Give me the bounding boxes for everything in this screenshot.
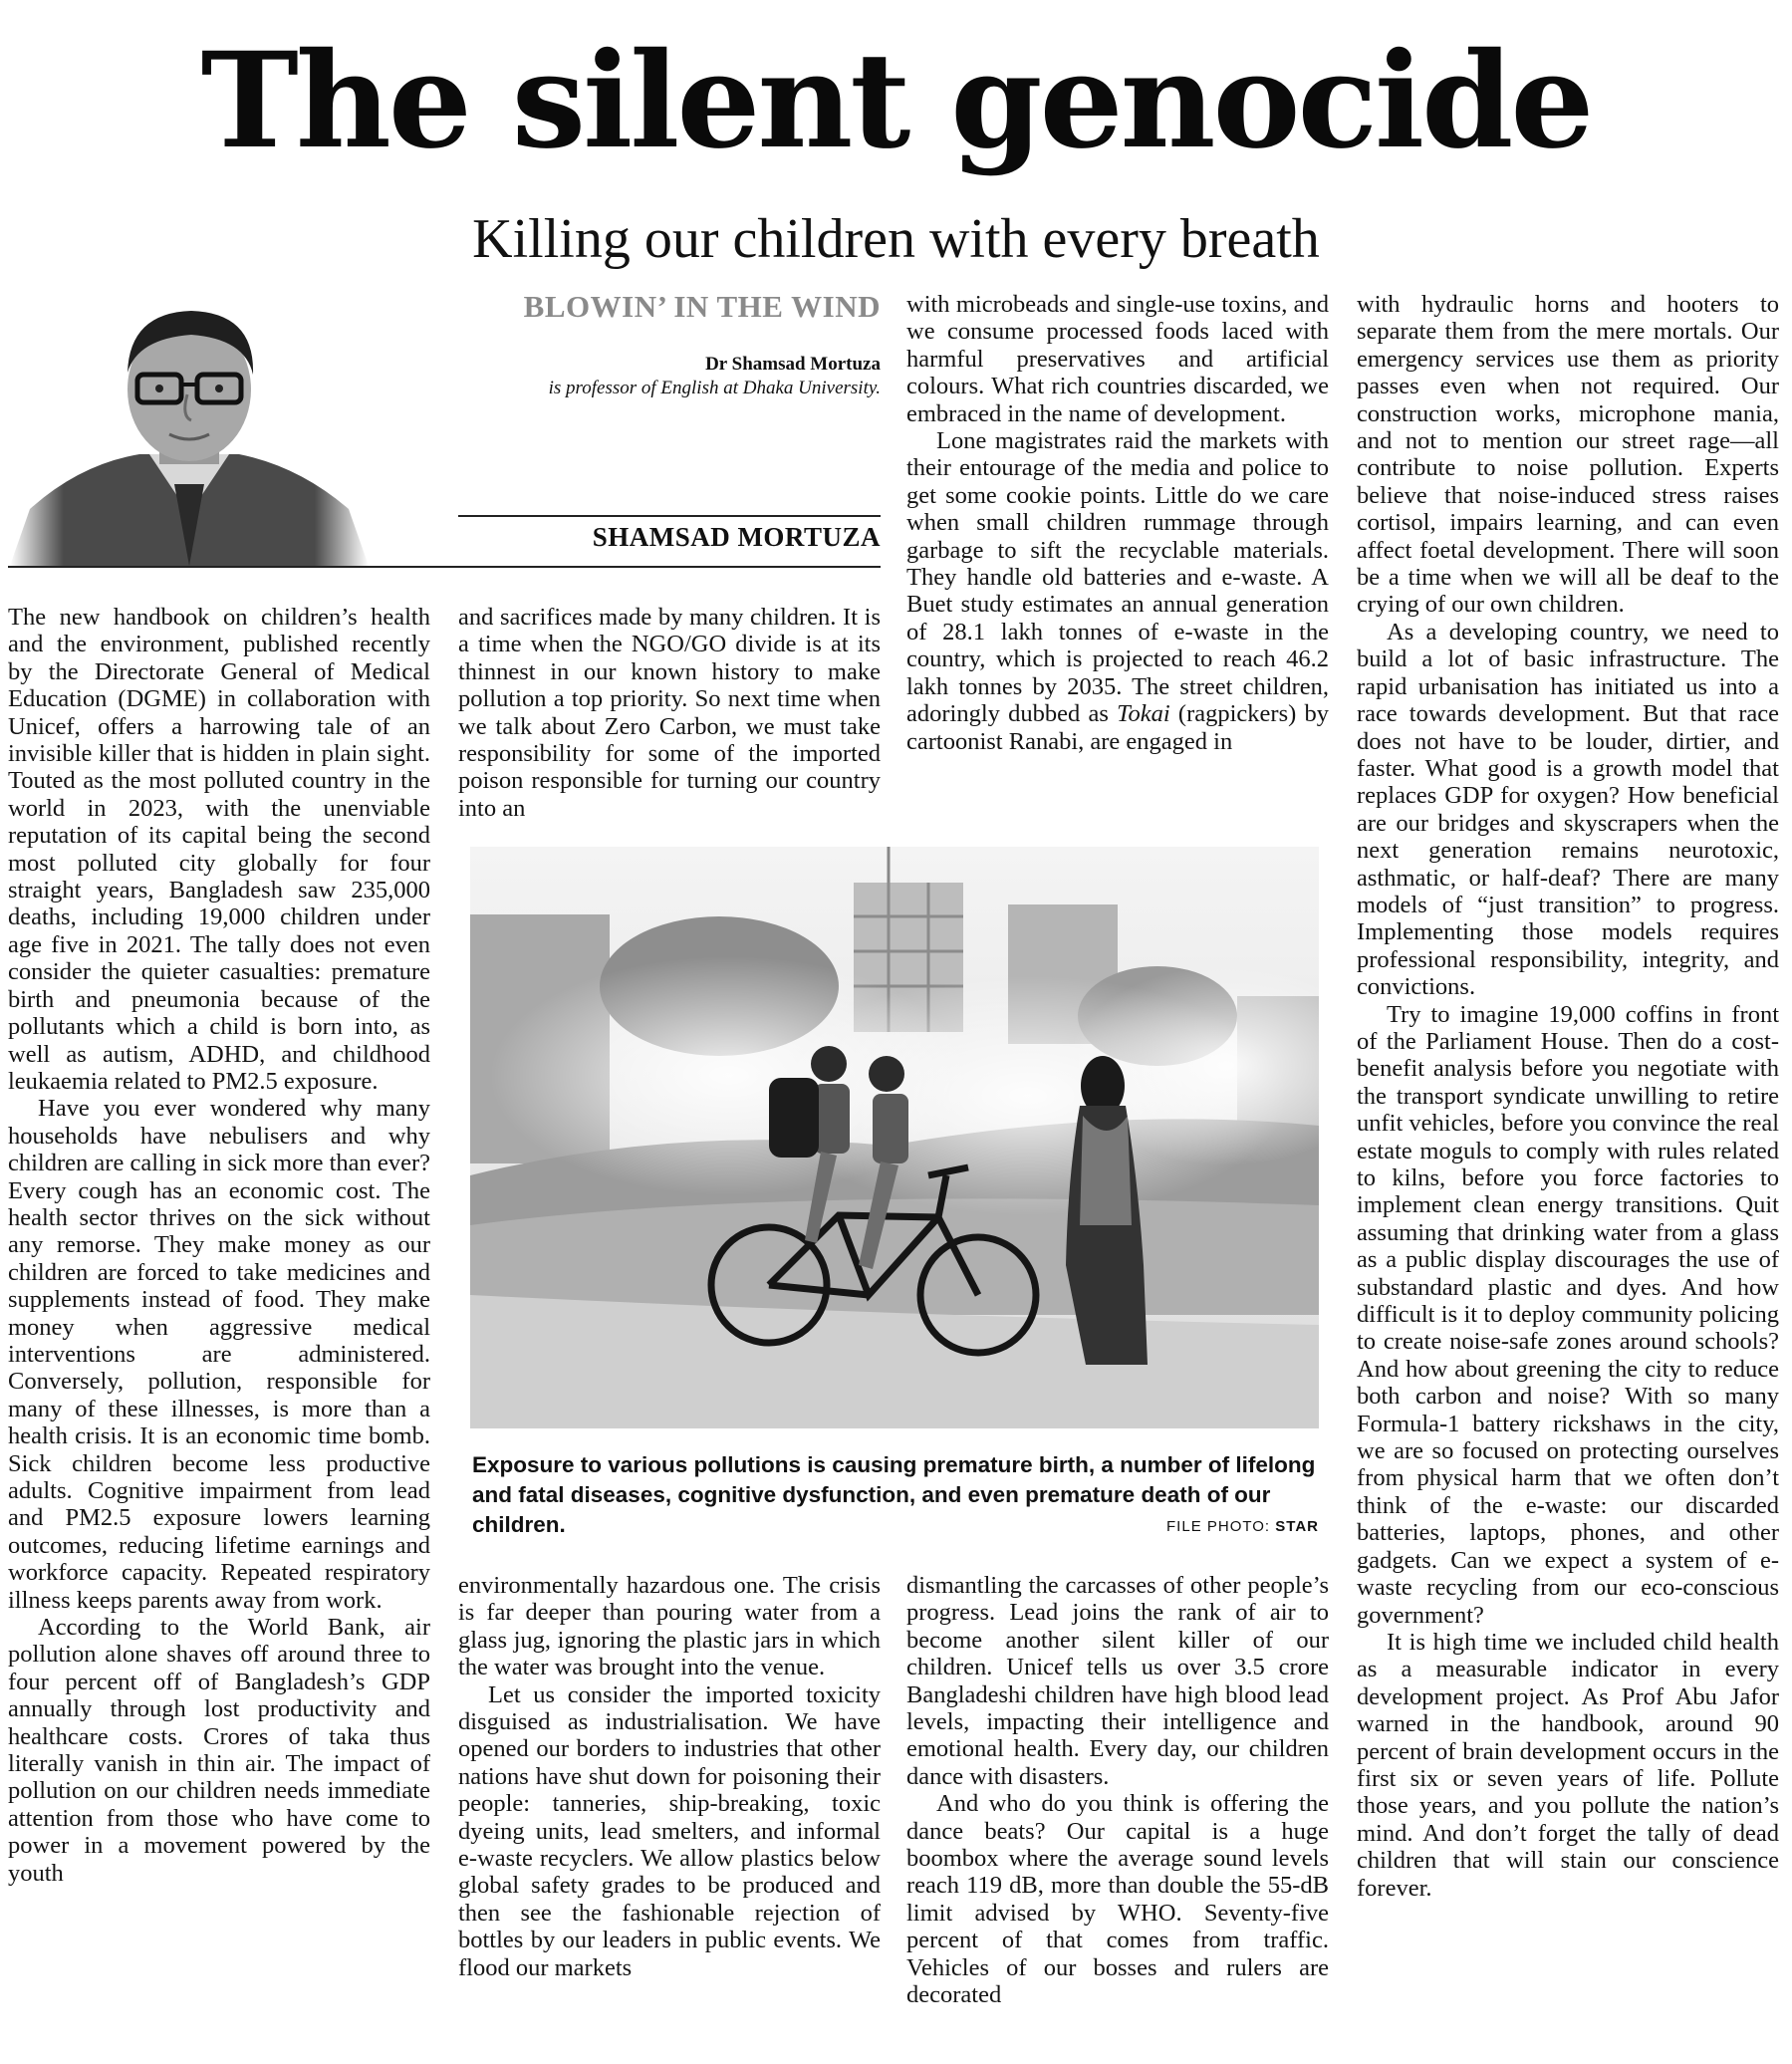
paragraph: and sacrifices made by many children. It is a time when the NGO/GO divide is at its thinnest in our known history to make pollution a top priority. So next time when we talk about Zero Carbon, we must take responsibility for some of the imported poison responsible for turning our country into an <box>458 604 881 822</box>
author-role: is professor of English at Dhaka University. <box>548 378 881 398</box>
byline-rule <box>458 515 881 517</box>
paragraph: environmentally hazardous one. The crisis is far deeper than pouring water from a glass jug, ignoring the plastic jars in which the water was brought into the venue. <box>458 1572 881 1681</box>
credit-prefix: FILE PHOTO: <box>1166 1518 1271 1535</box>
author-photo <box>10 295 369 566</box>
author-name: Dr Shamsad Mortuza <box>705 354 881 375</box>
body-column-4 <box>1357 291 1779 2038</box>
photo-illustration <box>470 847 1319 1428</box>
paragraph: It is high time we included child health as a measurable indicator in every development project. As Prof Abu Jafor warned in the handbook, around 90 percent of brain development occurs in the first six or seven years of life. Pollute those years, and you pollute the nation’s mind. And don’t forget the tally of dead children that will stain our conscience forever. <box>1357 1628 1779 1902</box>
paragraph: And who do you think is offering the dance beats? Our capital is a huge boombox where the average sound levels reach 119 dB, more than double the 55-dB limit advised by WHO. Seventy-five percent of that comes from traffic. Vehicles of our bosses and rulers are decorated <box>906 1790 1329 2009</box>
body-column-3-top <box>906 291 1329 827</box>
paragraph: According to the World Bank, air pollution alone shaves off around three to four percent off of Bangladesh’s GDP annually through lost productivity and healthcare costs. Crores of taka thus literally vanish in thin air. The impact of pollution on our children needs immediate attention from those who have come to power in a movement powered by the youth <box>8 1614 430 1887</box>
subheadline: Killing our children with every breath <box>472 208 1320 270</box>
text-run: (ragpickers) by cartoonist Ranabi, are engaged in <box>906 700 1329 755</box>
paragraph: As a developing country, we need to build a lot of basic infrastructure. The rapid urbanisation has initiated us into a race towards development. But that race does not have to be louder, dirtier, and faster. What good is a growth model that replaces GDP for oxygen? How beneficial are our bridges and skyscrapers when the next generation remains neurotoxic, asthmatic, or half-deaf? There are many models of “just transition” to progress. Implementing those models requires professional responsibility, integrity, and convictions. <box>1357 618 1779 1001</box>
column-name: BLOWIN’ IN THE WIND <box>523 289 881 324</box>
news-photo <box>470 847 1319 1428</box>
text-run: Lone magistrates raid the markets with their entourage of the media and police to get some cookie points. Little do we care when small children rummage through garbage to sift the recyclable materials. They handle old batteries and e-waste. A Buet study estimates an annual generation of 28.1 lakh tonnes of e-waste in the country, which is projected to reach 46.2 lakh tonnes by 2035. The street children, adoringly dubbed as <box>906 427 1329 728</box>
byline: SHAMSAD MORTUZA <box>592 522 881 552</box>
paragraph: Have you ever wondered why many households have nebulisers and why children are calling in sick more than ever? Every cough has an economic cost. The health sector thrives on the sick without any remorse. They make money as our children are forced to take medicines and supplements instead of food. They make money when aggressive medical interventions are administered. Conversely, pollution, responsible for many of these illnesses, is more than a health crisis. It is an economic time bomb. Sick children become less productive adults. Cognitive impairment from lead and PM2.5 exposure lowers learning outcomes, reducing lifetime earnings and workforce capacity. Repeated respiratory illness keeps parents away from work. <box>8 1095 430 1614</box>
body-column-2-bottom <box>458 1572 881 2038</box>
paragraph <box>906 427 1329 755</box>
paragraph: with microbeads and single-use toxins, and we consume processed foods laced with harmful preservatives and artificial colours. What rich countries discarded, we embraced in the name of development. <box>906 291 1329 427</box>
body-column-3-bottom <box>906 1572 1329 2038</box>
photo-credit <box>1020 1518 1319 1535</box>
photo-caption: Exposure to various pollutions is causing premature birth, a number of lifelong and fatal diseases, cognitive dysfunction, and even premature death of our children. <box>472 1452 1316 1537</box>
paragraph: The new handbook on children’s health and the environment, published recently by the Directorate General of Medical Education (DGME) in collaboration with Unicef, offers a harrowing tale of an invisible killer that is hidden in plain sight. Touted as the most polluted country in the world in 2023, with the unenviable reputation of its capital being the second most polluted city globally for four straight years, Bangladesh saw 235,000 deaths, including 19,000 children under age five in 2021. The tally does not even consider the quieter casualties: premature birth and pneumonia because of the pollutants which a child is born into, as well as autism, ADHD, and childhood leukaemia related to PM2.5 exposure. <box>8 604 430 1095</box>
paragraph: Let us consider the imported toxicity disguised as industrialisation. We have opened our borders to industries that other nations have shut down for poisoning their people: tanneries, ship-breaking, toxic dyeing units, lead smelters, and informal e-waste recyclers. We allow plastics below global safety grades to be produced and then see the fashionable rejection of bottles by our leaders in public events. We flood our markets <box>458 1680 881 1981</box>
credit-source: STAR <box>1275 1518 1319 1535</box>
paragraph: dismantling the carcasses of other people’s progress. Lead joins the rank of air to become another silent killer of our children. Unicef tells us over 3.5 crore Bangladeshi children have high blood lead levels, impacting their intelligence and emotional health. Every day, our children dance with disasters. <box>906 1572 1329 1790</box>
body-column-2-top <box>458 604 881 827</box>
italic-term: Tokai <box>1117 700 1170 728</box>
section-rule <box>8 566 881 568</box>
author-credit <box>458 353 881 400</box>
headline: The silent genocide <box>200 24 1592 178</box>
body-column-1 <box>8 604 430 2038</box>
paragraph: with hydraulic horns and hooters to separate them from the mere mortals. Our emergency services use them as priority passes even when not required. Our construction works, microphone mania, and not to mention our street rage—all contribute to noise pollution. Experts believe that noise-induced stress raises cortisol, impairs learning, and can even affect foetal development. There will soon be a time when we will all be deaf to the crying of our own children. <box>1357 291 1779 619</box>
paragraph: Try to imagine 19,000 coffins in front of the Parliament House. Then do a cost-benefit analysis before you negotiate with the transport syndicate unwilling to retire unfit vehicles, before you convince the real estate moguls to comply with rules related to kilns, before you force factories to implement clean energy transitions. Quit assuming that drinking water from a glass as a public display discourages the use of substandard plastic and dyes. And how difficult is it to deploy community policing to create noise-safe zones around schools? And how about greening the city to reduce both carbon and noise? With so many Formula-1 battery rickshaws in the city, we are so focused on protecting ourselves from physical harm that we often don’t think of the e-waste: our discarded batteries, laptops, phones, and other gadgets. Can we expect a system of e-waste recycling from our eco-conscious government? <box>1357 1000 1779 1629</box>
